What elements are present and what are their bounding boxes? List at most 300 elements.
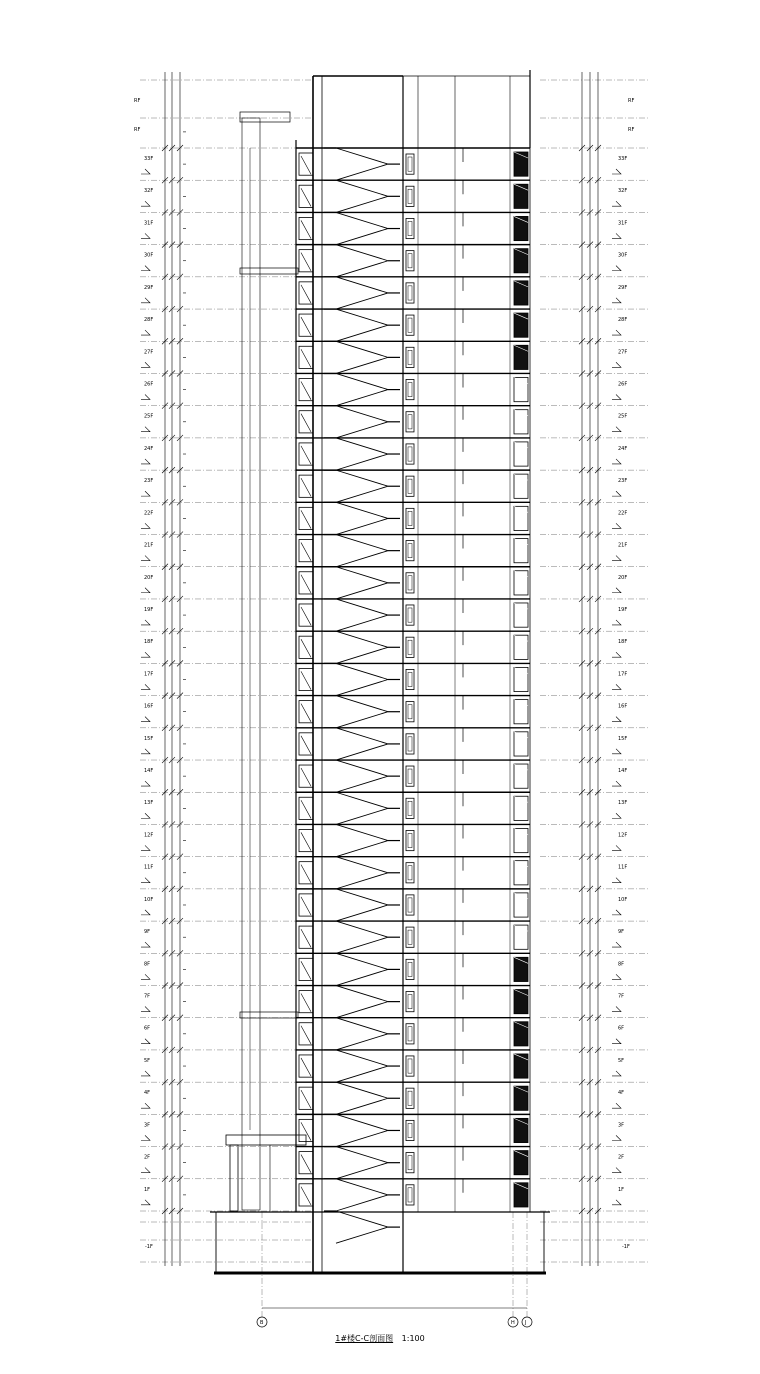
floor-label-right: 19F — [618, 606, 628, 613]
floor-label-right: 6F — [618, 1025, 625, 1032]
window-cross — [301, 253, 311, 271]
window-glint — [514, 474, 528, 480]
level-triangle — [612, 652, 621, 657]
floor-label-left: 21F — [144, 542, 154, 549]
window-right — [514, 539, 528, 563]
level-triangle — [612, 717, 621, 722]
stair-flight — [336, 776, 388, 792]
window-cross — [301, 510, 311, 528]
door-panel — [408, 1027, 412, 1041]
window-right — [514, 249, 528, 273]
door-panel — [408, 415, 412, 429]
stair-flight — [336, 1227, 388, 1243]
podium-column — [230, 1145, 238, 1211]
stair-flight — [336, 454, 388, 470]
door-panel — [408, 866, 412, 880]
stair-flight — [336, 824, 388, 840]
window-right — [514, 345, 528, 369]
level-triangle — [612, 556, 621, 561]
floor-label-right: 18F — [618, 639, 628, 646]
floor-label-left: 5F — [144, 1057, 151, 1064]
window-glint — [514, 377, 528, 383]
door-panel — [408, 769, 412, 783]
floor-label-left: 32F — [144, 188, 154, 195]
stair-flight — [336, 212, 388, 228]
level-triangle — [141, 717, 150, 722]
door-panel — [408, 1059, 412, 1073]
stair-flight — [336, 792, 388, 808]
floor-label-right: 11F — [618, 864, 628, 871]
door-panel — [408, 801, 412, 815]
window-glint — [514, 442, 528, 448]
stair-flight — [336, 937, 388, 953]
floor-label-right: 10F — [618, 896, 628, 903]
floor-label-right: 31F — [618, 220, 628, 227]
window-right — [514, 925, 528, 949]
floor-label-right: 25F — [618, 413, 628, 420]
door-panel — [408, 705, 412, 719]
level-triangle — [141, 427, 150, 432]
window-cross — [301, 736, 311, 754]
floor-label-left: 2F — [144, 1154, 151, 1161]
level-triangle — [141, 813, 150, 818]
window-right — [514, 184, 528, 208]
floor-label-right: 4F — [618, 1090, 625, 1097]
level-triangle — [141, 233, 150, 238]
dimension-strings — [162, 72, 601, 1308]
stair-flight — [336, 841, 388, 857]
level-triangle — [141, 1039, 150, 1044]
stair-flight — [336, 1147, 388, 1163]
window-cross — [301, 704, 311, 722]
stair-flight — [336, 502, 388, 518]
axis-label: J — [525, 1320, 527, 1326]
podium-roof — [226, 1135, 306, 1145]
window-cross — [301, 897, 311, 915]
stair-flight — [336, 599, 388, 615]
stair-flight — [336, 631, 388, 647]
level-triangle — [612, 169, 621, 174]
window-right — [514, 1118, 528, 1142]
window-right — [514, 506, 528, 530]
floor-label-right: 7F — [618, 993, 625, 1000]
door-panel — [408, 608, 412, 622]
stair-flight — [336, 663, 388, 679]
level-triangle — [141, 1007, 150, 1012]
floor-label-right: 28F — [618, 317, 628, 324]
window-right — [514, 1086, 528, 1110]
window-glint — [514, 796, 528, 802]
floor-label-right: 12F — [618, 832, 628, 839]
window-right — [514, 442, 528, 466]
floor-label-left: 25F — [144, 413, 154, 420]
level-triangle — [141, 266, 150, 271]
level-triangle — [141, 1135, 150, 1140]
level-triangle — [612, 910, 621, 915]
floor-label-left: 13F — [144, 800, 154, 807]
level-triangle — [612, 1071, 621, 1076]
window-cross — [301, 929, 311, 947]
stair-flight — [336, 857, 388, 873]
door-panel — [408, 1156, 412, 1170]
window-cross — [301, 317, 311, 335]
floor-label-right: 20F — [618, 574, 628, 581]
floor-label-left: 30F — [144, 252, 154, 259]
floor-label-right: 17F — [618, 671, 628, 678]
window-glint — [514, 410, 528, 416]
floor-label-right: 33F — [618, 156, 628, 162]
stair-flight — [336, 647, 388, 663]
stair-flight — [336, 309, 388, 325]
level-triangle — [141, 523, 150, 528]
stair-flight — [336, 615, 388, 631]
stair-flight — [336, 1179, 388, 1195]
window-cross — [301, 994, 311, 1012]
stair-flight — [336, 148, 388, 164]
stair-flight — [336, 1050, 388, 1066]
floor-label-left: 17F — [144, 671, 154, 678]
door-panel — [408, 672, 412, 686]
level-triangle — [141, 910, 150, 915]
window-glint — [514, 667, 528, 673]
floor-label-left: 24F — [144, 445, 154, 452]
floor-label-right: 9F — [618, 929, 625, 936]
stair-flight — [336, 953, 388, 969]
cornice-low — [240, 1012, 298, 1018]
stair-flight — [336, 180, 388, 196]
floor-label-left: 22F — [144, 510, 154, 517]
floor-label-right: 22F — [618, 510, 628, 517]
window-glint — [514, 571, 528, 577]
door-panel — [408, 447, 412, 461]
door-panel — [408, 382, 412, 396]
stair-flight — [336, 422, 388, 438]
door-panel — [408, 1091, 412, 1105]
floor-label-left: 20F — [144, 574, 154, 581]
floor-label-left: 33F — [144, 156, 154, 162]
level-triangle — [612, 620, 621, 625]
stair-flight — [336, 390, 388, 406]
window-right — [514, 700, 528, 724]
floor-label-left: 29F — [144, 284, 154, 291]
window-cross — [301, 1187, 311, 1205]
roof-label-right: RF — [628, 98, 635, 104]
stair-flight — [336, 760, 388, 776]
basement-box — [216, 1212, 544, 1274]
window-glint — [514, 635, 528, 641]
stair-flight — [336, 406, 388, 422]
level-triangle — [141, 556, 150, 561]
floor-label-right: 5F — [618, 1057, 625, 1064]
window-cross — [301, 1058, 311, 1076]
level-triangle — [141, 330, 150, 335]
floor-label-right: 26F — [618, 381, 628, 388]
floor-label-left: 27F — [144, 349, 154, 356]
level-triangle — [612, 266, 621, 271]
level-triangle — [141, 298, 150, 303]
window-cross — [301, 381, 311, 399]
exterior-pilaster — [242, 118, 260, 1210]
window-right — [514, 571, 528, 595]
level-triangle — [141, 845, 150, 850]
level-triangle — [612, 1200, 621, 1205]
axis-bubble — [522, 1317, 532, 1327]
door-panel — [408, 995, 412, 1009]
door-panel — [408, 318, 412, 332]
door-panel — [408, 737, 412, 751]
stair-flight — [336, 583, 388, 599]
stair-flight — [336, 438, 388, 454]
level-triangle — [141, 652, 150, 657]
window-cross — [301, 961, 311, 979]
level-grid-lines — [140, 80, 650, 1327]
cornice-top — [240, 112, 290, 122]
level-triangle — [141, 781, 150, 786]
door-panel — [408, 930, 412, 944]
stair-flight — [336, 905, 388, 921]
floor-label-left: 16F — [144, 703, 154, 710]
stair-flight — [336, 196, 388, 212]
stair-flight — [336, 1211, 388, 1227]
basement-label-right: -1F — [622, 1244, 630, 1250]
floor-label-left: 15F — [144, 735, 154, 742]
level-triangle — [612, 523, 621, 528]
floor-label-left: 7F — [144, 993, 151, 1000]
floor-label-left: 11F — [144, 864, 154, 871]
window-right — [514, 667, 528, 691]
floor-label-left: 23F — [144, 478, 154, 485]
window-glint — [514, 764, 528, 770]
window-glint — [514, 603, 528, 609]
window-glint — [514, 506, 528, 512]
window-right — [514, 635, 528, 659]
level-triangle — [612, 1007, 621, 1012]
window-right — [514, 1022, 528, 1046]
cornice-mid — [240, 268, 298, 274]
level-triangle — [141, 942, 150, 947]
window-right — [514, 313, 528, 337]
window-cross — [301, 607, 311, 625]
roof-label-left: RF — [134, 127, 141, 133]
window-glint — [514, 828, 528, 834]
door-panel — [408, 189, 412, 203]
axis-label: B — [260, 1320, 264, 1326]
stair-flight — [336, 277, 388, 293]
stair-flight — [336, 325, 388, 341]
floor-label-right: 16F — [618, 703, 628, 710]
window-right — [514, 828, 528, 852]
window-glint — [514, 925, 528, 931]
floor-label-right: 15F — [618, 735, 628, 742]
floor-label-left: 3F — [144, 1122, 151, 1129]
window-right — [514, 861, 528, 885]
level-triangle — [612, 1039, 621, 1044]
stair-flight — [336, 567, 388, 583]
level-triangle — [612, 942, 621, 947]
level-triangle — [612, 878, 621, 883]
stair-flight — [336, 486, 388, 502]
window-right — [514, 216, 528, 240]
window-right — [514, 603, 528, 627]
window-cross — [301, 1155, 311, 1173]
window-cross — [301, 1026, 311, 1044]
stair-flight — [336, 518, 388, 534]
level-triangle — [612, 298, 621, 303]
stair-flight — [336, 229, 388, 245]
door-panel — [408, 833, 412, 847]
level-triangle — [141, 201, 150, 206]
floor-label-right: 14F — [618, 768, 628, 775]
window-cross — [301, 832, 311, 850]
stair-flight — [336, 1163, 388, 1179]
door-panel — [408, 221, 412, 235]
drawing-title: 1#楼C-C剖面图 — [335, 1334, 394, 1343]
door-panel — [408, 576, 412, 590]
stair-flight — [336, 986, 388, 1002]
level-triangle — [141, 1200, 150, 1205]
door-panel — [408, 157, 412, 171]
door-panel — [408, 898, 412, 912]
stair-flight — [336, 1018, 388, 1034]
stair-flight — [336, 680, 388, 696]
level-triangle — [612, 684, 621, 689]
window-cross — [301, 285, 311, 303]
basement-label-left: -1F — [145, 1244, 153, 1250]
window-right — [514, 893, 528, 917]
level-triangle — [612, 813, 621, 818]
stair-flight — [336, 921, 388, 937]
door-panel — [408, 350, 412, 364]
floor-label-right: 13F — [618, 800, 628, 807]
floor-label-left: 9F — [144, 929, 151, 936]
floor-label-right: 3F — [618, 1122, 625, 1129]
stair-flight — [336, 1130, 388, 1146]
window-glint — [514, 700, 528, 706]
window-cross — [301, 671, 311, 689]
floor-label-right: 29F — [618, 284, 628, 291]
level-triangle — [141, 1071, 150, 1076]
level-triangle — [141, 362, 150, 367]
floor-rooms — [406, 148, 528, 1212]
window-right — [514, 152, 528, 176]
level-triangle — [612, 1103, 621, 1108]
stair-flight — [336, 1002, 388, 1018]
stair-flight — [336, 535, 388, 551]
floor-label-right: 24F — [618, 445, 628, 452]
level-triangle — [141, 684, 150, 689]
roof-label-right: RF — [628, 127, 635, 133]
level-triangle — [612, 781, 621, 786]
level-triangle — [612, 330, 621, 335]
window-cross — [301, 865, 311, 883]
level-triangle — [612, 845, 621, 850]
level-triangle — [141, 459, 150, 464]
stair-flight — [336, 1195, 388, 1211]
level-triangle — [141, 1168, 150, 1173]
door-panel — [408, 1123, 412, 1137]
stair-flight — [336, 873, 388, 889]
stair-flight — [336, 712, 388, 728]
window-right — [514, 1054, 528, 1078]
stair-flight — [336, 1098, 388, 1114]
window-right — [514, 377, 528, 401]
level-triangle — [141, 169, 150, 174]
stair-flight — [336, 373, 388, 389]
stair-flight — [336, 728, 388, 744]
level-triangle — [612, 491, 621, 496]
window-cross — [301, 414, 311, 432]
level-triangle — [612, 459, 621, 464]
window-cross — [301, 543, 311, 561]
level-triangle — [612, 427, 621, 432]
window-right — [514, 281, 528, 305]
floor-label-right: 23F — [618, 478, 628, 485]
level-triangle — [141, 588, 150, 593]
level-triangle — [612, 201, 621, 206]
door-panel — [408, 640, 412, 654]
window-glint — [514, 732, 528, 738]
level-triangle — [612, 362, 621, 367]
floor-labels — [134, 98, 634, 1250]
floor-label-right: 1F — [618, 1186, 625, 1193]
stair-flight — [336, 1066, 388, 1082]
window-right — [514, 1183, 528, 1207]
level-triangle — [141, 394, 150, 399]
window-right — [514, 796, 528, 820]
stair-flight — [336, 470, 388, 486]
level-triangle — [141, 491, 150, 496]
stair-flight — [336, 889, 388, 905]
floor-label-left: 10F — [144, 896, 154, 903]
window-glint — [514, 861, 528, 867]
floor-label-left: 4F — [144, 1090, 151, 1097]
window-glint — [514, 539, 528, 545]
level-triangle — [612, 233, 621, 238]
floor-label-left: 19F — [144, 606, 154, 613]
level-triangle — [141, 974, 150, 979]
stair-flight — [336, 341, 388, 357]
window-right — [514, 990, 528, 1014]
drawing-caption — [300, 1333, 460, 1344]
floor-label-right: 8F — [618, 961, 625, 968]
level-triangle — [141, 749, 150, 754]
window-right — [514, 1151, 528, 1175]
floor-label-right: 27F — [618, 349, 628, 356]
floor-label-left: 31F — [144, 220, 154, 227]
floor-label-left: 26F — [144, 381, 154, 388]
floor-label-left: 8F — [144, 961, 151, 968]
floor-label-left: 28F — [144, 317, 154, 324]
door-panel — [408, 286, 412, 300]
floor-label-right: 2F — [618, 1154, 625, 1161]
floor-label-right: 21F — [618, 542, 628, 549]
stair-flight — [336, 551, 388, 567]
stair-flight — [336, 969, 388, 985]
floor-label-left: 18F — [144, 639, 154, 646]
level-triangle — [141, 1103, 150, 1108]
window-cross — [301, 1090, 311, 1108]
floor-label-left: 12F — [144, 832, 154, 839]
level-triangle — [612, 588, 621, 593]
window-cross — [301, 188, 311, 206]
window-cross — [301, 156, 311, 174]
door-panel — [408, 1188, 412, 1202]
floor-label-left: 1F — [144, 1186, 151, 1193]
stair-flight — [336, 245, 388, 261]
window-right — [514, 764, 528, 788]
floor-label-right: 32F — [618, 188, 628, 195]
axis-label: H — [511, 1320, 515, 1326]
